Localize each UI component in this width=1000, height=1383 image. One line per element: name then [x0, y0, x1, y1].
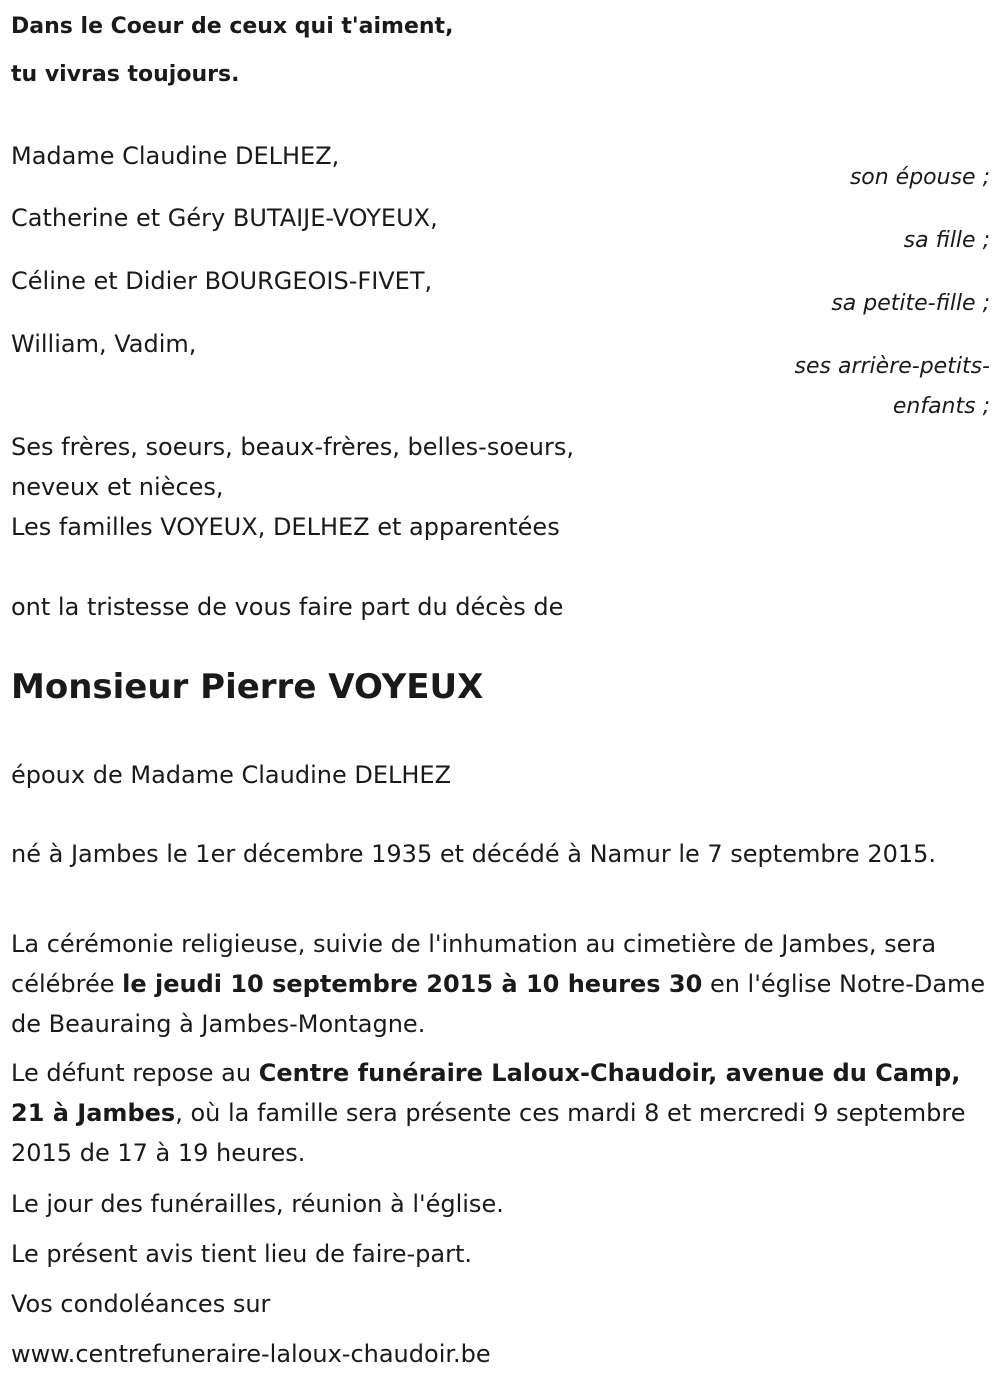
repose-location: Centre funéraire Laloux-Chaudoir, avenue du Camp, 21 à Jambes: [11, 1059, 961, 1127]
ceremony-text-2: en l'église Notre-Dame de Beauraing à Jambes-Montagne.: [11, 970, 986, 1038]
family-name-2: Catherine et Géry BUTAIJE-VOYEUX,: [11, 204, 438, 232]
ceremony-date: le jeudi 10 septembre 2015 à 10 heures 30: [122, 970, 703, 998]
family-relation-1: son épouse ;: [849, 165, 990, 190]
relatives-line-2: neveux et nièces,: [11, 473, 224, 501]
family-name-4: William, Vadim,: [11, 330, 197, 358]
repose-text-2: , où la famille sera présente ces mardi 8 et mercredi 9 septembre 2015 de 17 à 19 heures.: [11, 1099, 966, 1167]
notice-line: Le présent avis tient lieu de faire-part.: [11, 1240, 473, 1268]
family-relation-4b: enfants ;: [892, 394, 990, 419]
condolences-line: Vos condoléances sur: [11, 1290, 271, 1318]
funeral-day-line: Le jour des funérailles, réunion à l'église.: [11, 1190, 504, 1218]
family-name-3: Céline et Didier BOURGEOIS-FIVET,: [11, 267, 433, 295]
website-link[interactable]: www.centrefuneraire-laloux-chaudoir.be: [11, 1340, 491, 1368]
family-relation-3: sa petite-fille ;: [831, 291, 990, 316]
birth-death-paragraph: né à Jambes le 1er décembre 1935 et décédé à Namur le 7 septembre 2015.: [11, 840, 937, 868]
family-relation-2: sa fille ;: [903, 228, 990, 253]
ceremony-paragraph: [11, 924, 996, 1044]
ceremony-text-1: La cérémonie religieuse, suivie de l'inhumation au cimetière de Jambes, sera célébrée: [11, 930, 937, 998]
spouse-line: époux de Madame Claudine DELHEZ: [11, 761, 452, 789]
announcement: ont la tristesse de vous faire part du décès de: [11, 593, 564, 621]
verse-line-2: tu vivras toujours.: [11, 62, 240, 87]
repose-paragraph: [11, 1053, 996, 1173]
relatives-line-1: Ses frères, soeurs, beaux-frères, belles-soeurs,: [11, 433, 574, 461]
family-relation-4a: ses arrière-petits-: [794, 354, 990, 379]
repose-text-1: Le défunt repose au: [11, 1059, 259, 1087]
deceased-name: Monsieur Pierre VOYEUX: [11, 667, 484, 707]
relatives-line-3: Les familles VOYEUX, DELHEZ et apparentées: [11, 513, 560, 541]
verse-line-1: Dans le Coeur de ceux qui t'aiment,: [11, 14, 454, 39]
family-name-1: Madame Claudine DELHEZ,: [11, 142, 340, 170]
